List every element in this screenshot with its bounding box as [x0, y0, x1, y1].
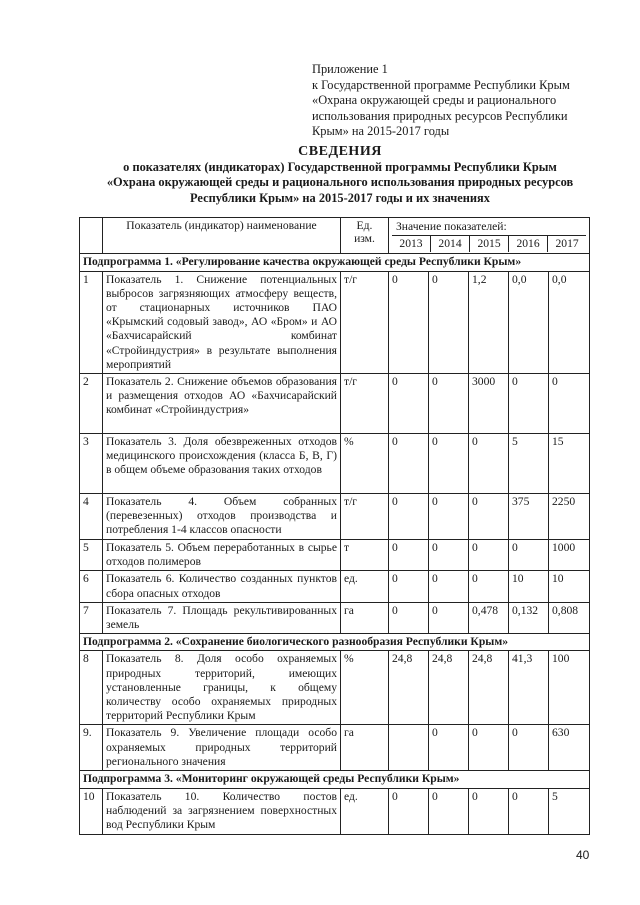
row-value: 375 — [509, 494, 549, 540]
row-unit: га — [341, 725, 389, 771]
header-number — [80, 218, 103, 254]
row-value: 0 — [429, 494, 469, 540]
row-value: 1,2 — [469, 271, 509, 373]
row-value: 0 — [389, 540, 429, 571]
table-row — [80, 271, 590, 373]
table-row — [80, 571, 590, 602]
row-number: 2 — [80, 374, 103, 434]
row-value: 0,808 — [549, 602, 590, 633]
row-number: 3 — [80, 434, 103, 494]
row-number: 1 — [80, 271, 103, 373]
row-value: 0 — [469, 788, 509, 834]
header-values — [389, 218, 590, 254]
header-year: 2014 — [431, 236, 470, 252]
row-value: 0 — [429, 374, 469, 434]
subprogram-row — [80, 771, 590, 788]
row-unit: % — [341, 651, 389, 725]
row-value: 5 — [509, 434, 549, 494]
table-row — [80, 725, 590, 771]
row-number: 9. — [80, 725, 103, 771]
header-unit — [341, 218, 389, 254]
row-value: 0 — [549, 374, 590, 434]
row-value — [389, 725, 429, 771]
row-value: 0 — [509, 540, 549, 571]
row-indicator: Показатель 10. Количество постов наблюдений за загрязнением поверхностных вод Республики Крым — [103, 788, 341, 834]
row-unit: т/г — [341, 374, 389, 434]
row-value: 0 — [389, 434, 429, 494]
row-indicator: Показатель 1. Снижение потенциальных выбросов загрязняющих атмосферу веществ, от стационарных источников ПАО «Крымский содовый завод», АО «Бром» и АО «Бахчисарайский комбинат «Стройиндустрия» в результате выполнения мероприятий — [103, 271, 341, 373]
row-value: 10 — [549, 571, 590, 602]
row-value: 100 — [549, 651, 590, 725]
document-title — [60, 144, 620, 206]
row-value: 5 — [549, 788, 590, 834]
table-row — [80, 602, 590, 633]
title-main: СВЕДЕНИЯ — [298, 144, 382, 159]
appendix-line: Приложение 1 — [312, 62, 388, 76]
header-unit-line: изм. — [354, 232, 375, 245]
appendix-note — [312, 62, 612, 140]
table-header-row — [80, 218, 590, 254]
row-value: 0 — [429, 571, 469, 602]
row-value: 0 — [389, 271, 429, 373]
subprogram-row — [80, 254, 590, 271]
row-value: 0 — [429, 434, 469, 494]
row-indicator: Показатель 8. Доля особо охраняемых природных территорий, имеющих установленные границы, к общему количеству особо охраняемых природных территорий Республики Крым — [103, 651, 341, 725]
row-number: 10 — [80, 788, 103, 834]
page-number: 40 — [576, 848, 590, 862]
row-number: 8 — [80, 651, 103, 725]
row-value: 0 — [389, 494, 429, 540]
row-unit: ед. — [341, 571, 389, 602]
row-unit: га — [341, 602, 389, 633]
row-value: 0 — [429, 788, 469, 834]
row-value: 0,478 — [469, 602, 509, 633]
row-value: 41,3 — [509, 651, 549, 725]
row-value: 24,8 — [429, 651, 469, 725]
subprogram-title: Подпрограмма 2. «Сохранение биологического разнообразия Республики Крым» — [80, 634, 590, 651]
header-year: 2017 — [555, 237, 579, 251]
row-value: 0,0 — [509, 271, 549, 373]
row-value: 0 — [509, 374, 549, 434]
table-row — [80, 651, 590, 725]
table-row — [80, 540, 590, 571]
subprogram-title: Подпрограмма 1. «Регулирование качества окружающей среды Республики Крым» — [80, 254, 590, 271]
indicators-table — [79, 217, 590, 835]
row-value: 0 — [469, 494, 509, 540]
row-value: 0 — [429, 540, 469, 571]
row-unit: т/г — [341, 494, 389, 540]
row-value: 0 — [389, 374, 429, 434]
row-value: 0 — [429, 725, 469, 771]
row-unit: т — [341, 540, 389, 571]
appendix-line: использования природных ресурсов Республики — [312, 108, 568, 123]
title-line: Республики Крым» на 2015-2017 годы и их значениях — [190, 190, 490, 205]
row-value: 0,0 — [549, 271, 590, 373]
row-value: 3000 — [469, 374, 509, 434]
row-value: 0 — [469, 725, 509, 771]
row-indicator: Показатель 4. Объем собранных (перевезенных) отходов производства и потребления 1-4 классов опасности — [103, 494, 341, 540]
row-number: 5 — [80, 540, 103, 571]
subprogram-row — [80, 634, 590, 651]
row-value: 24,8 — [469, 651, 509, 725]
row-value: 0 — [389, 788, 429, 834]
table-row — [80, 788, 590, 834]
row-value: 0 — [389, 571, 429, 602]
row-value: 2250 — [549, 494, 590, 540]
row-unit: ед. — [341, 788, 389, 834]
table-row — [80, 434, 590, 494]
appendix-line: Крым» на 2015-2017 годы — [312, 124, 450, 139]
table-row — [80, 374, 590, 434]
row-number: 4 — [80, 494, 103, 540]
row-unit: т/г — [341, 271, 389, 373]
row-number: 7 — [80, 602, 103, 633]
row-number: 6 — [80, 571, 103, 602]
row-value: 15 — [549, 434, 590, 494]
row-value: 0 — [469, 434, 509, 494]
appendix-line: «Охрана окружающей среды и рационального — [312, 93, 557, 108]
row-value: 630 — [549, 725, 590, 771]
row-indicator: Показатель 7. Площадь рекультивированных земель — [103, 602, 341, 633]
row-indicator: Показатель 6. Количество созданных пунктов сбора опасных отходов — [103, 571, 341, 602]
row-indicator: Показатель 9. Увеличение площади особо охраняемых природных территорий регионального значения — [103, 725, 341, 771]
title-line: «Охрана окружающей среды и рационального использования природных ресурсов — [106, 175, 574, 190]
header-year: 2013 — [392, 236, 431, 252]
header-year: 2015 — [470, 236, 509, 252]
row-value: 0 — [429, 602, 469, 633]
row-value: 0 — [509, 788, 549, 834]
row-indicator: Показатель 2. Снижение объемов образования и размещения отходов АО «Бахчисарайский комбинат «Стройиндустрия» — [103, 374, 341, 434]
header-year: 2016 — [509, 236, 548, 252]
header-years — [392, 236, 586, 252]
header-name: Показатель (индикатор) наименование — [103, 218, 341, 254]
header-values-label: Значение показателей: — [392, 219, 586, 236]
subprogram-title: Подпрограмма 3. «Мониторинг окружающей среды Республики Крым» — [80, 771, 590, 788]
row-value: 0 — [469, 571, 509, 602]
row-value: 0 — [469, 540, 509, 571]
title-line: о показателях (индикаторах) Государственной программы Республики Крым — [123, 159, 557, 174]
row-value: 10 — [509, 571, 549, 602]
row-value: 1000 — [549, 540, 590, 571]
table-row — [80, 494, 590, 540]
appendix-line: к Государственной программе Республики Крым — [312, 77, 570, 92]
header-unit-line: Ед. — [356, 219, 373, 232]
row-value: 0 — [429, 271, 469, 373]
row-value: 0 — [509, 725, 549, 771]
row-value: 24,8 — [389, 651, 429, 725]
row-value: 0,132 — [509, 602, 549, 633]
row-unit: % — [341, 434, 389, 494]
row-value: 0 — [389, 602, 429, 633]
row-indicator: Показатель 3. Доля обезвреженных отходов медицинского происхождения (класса Б, В, Г) в общем объеме образования таких отходов — [103, 434, 341, 494]
row-indicator: Показатель 5. Объем переработанных в сырье отходов полимеров — [103, 540, 341, 571]
